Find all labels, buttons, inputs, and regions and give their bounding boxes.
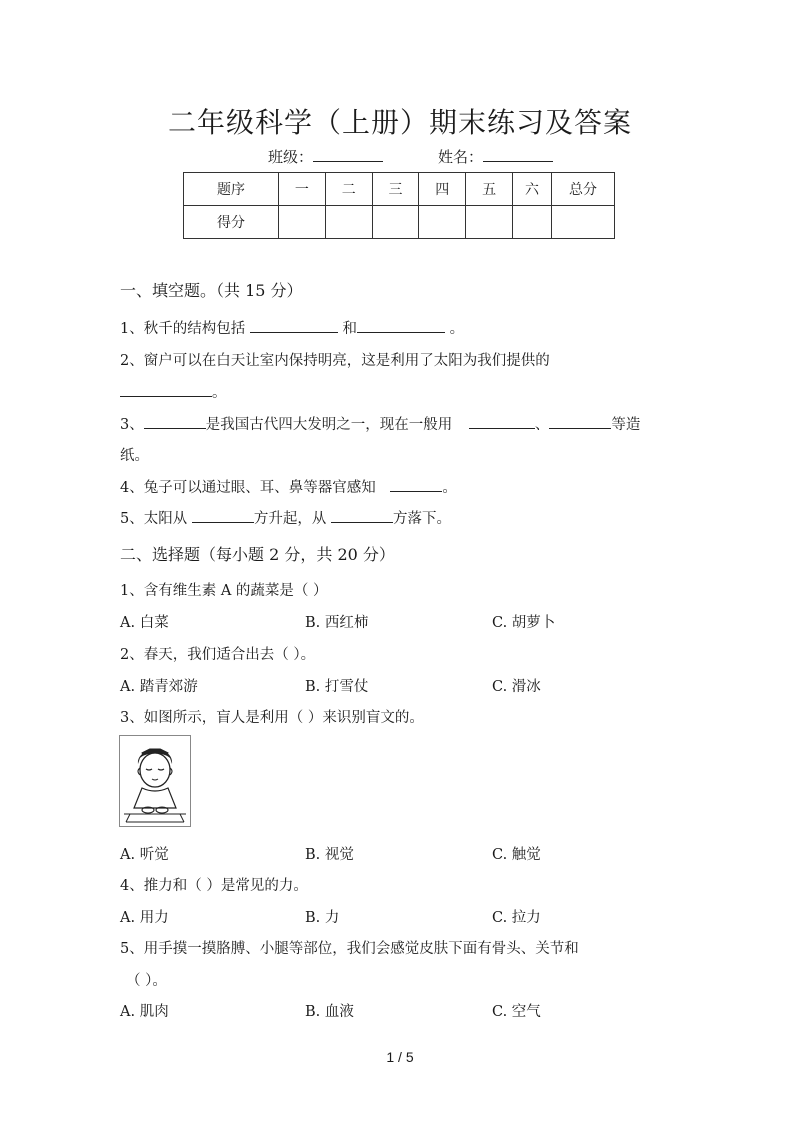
score-cell[interactable] bbox=[419, 206, 466, 239]
table-cell: 题序 bbox=[184, 173, 279, 206]
page-number: 1 / 5 bbox=[386, 1049, 414, 1065]
question-text: 。 bbox=[442, 480, 457, 496]
question-text: 、 bbox=[534, 417, 550, 433]
class-field bbox=[268, 146, 383, 167]
answer-blank[interactable] bbox=[120, 382, 212, 397]
question-text: 1、秋千的结构包括 bbox=[120, 321, 246, 337]
table-cell: 四 bbox=[419, 173, 466, 206]
name-blank[interactable] bbox=[483, 147, 553, 162]
question-2-1: 1、含有维生素 A 的蔬菜是（ ） bbox=[120, 583, 328, 599]
score-cell[interactable] bbox=[372, 206, 419, 239]
option-a[interactable]: A. 用力 bbox=[120, 910, 169, 926]
option-a[interactable]: A. 白菜 bbox=[120, 615, 169, 631]
score-cell[interactable] bbox=[552, 206, 615, 239]
answer-blank[interactable] bbox=[357, 318, 445, 333]
answer-blank[interactable] bbox=[331, 508, 393, 523]
question-1-4 bbox=[120, 476, 457, 497]
question-2-3: 3、如图所示，盲人是利用（ ）来识别盲文的。 bbox=[120, 710, 424, 726]
table-cell: 三 bbox=[372, 173, 419, 206]
question-text: 等造 bbox=[611, 417, 641, 433]
question-1-2: 2、窗户可以在白天让室内保持明亮，这是利用了太阳为我们提供的 bbox=[120, 353, 550, 369]
question-text: 和 bbox=[342, 321, 357, 337]
score-cell[interactable] bbox=[513, 206, 552, 239]
question-2-4: 4、推力和（ ）是常见的力。 bbox=[120, 878, 308, 894]
option-c[interactable]: C. 触觉 bbox=[492, 847, 541, 863]
table-cell: 五 bbox=[466, 173, 513, 206]
question-text: 方升起，从 bbox=[253, 511, 327, 527]
question-2-5-cont: （ ）。 bbox=[126, 973, 167, 989]
option-c[interactable]: C. 拉力 bbox=[492, 910, 541, 926]
question-text: 。 bbox=[449, 321, 465, 337]
question-1-5 bbox=[120, 507, 451, 528]
blind-reader-illustration-icon bbox=[119, 735, 191, 827]
option-b[interactable]: B. 打雪仗 bbox=[305, 679, 369, 695]
option-c[interactable]: C. 胡萝卜 bbox=[492, 615, 556, 631]
question-1-2-cont bbox=[120, 381, 227, 402]
table-row bbox=[184, 206, 615, 239]
table-cell: 二 bbox=[325, 173, 372, 206]
name-field bbox=[438, 146, 553, 167]
question-text: 5、太阳从 bbox=[120, 511, 188, 527]
question-1-3-cont: 纸。 bbox=[120, 448, 149, 464]
question-1-1 bbox=[120, 317, 464, 338]
answer-blank[interactable] bbox=[144, 414, 206, 429]
table-cell: 总分 bbox=[552, 173, 615, 206]
question-1-3 bbox=[120, 413, 640, 434]
table-row bbox=[184, 173, 615, 206]
answer-blank[interactable] bbox=[250, 318, 338, 333]
option-a[interactable]: A. 听觉 bbox=[120, 847, 169, 863]
name-label: 姓名： bbox=[438, 148, 484, 166]
option-b[interactable]: B. 力 bbox=[305, 910, 340, 926]
score-table bbox=[183, 172, 615, 239]
question-2-5: 5、用手摸一摸胳膊、小腿等部位，我们会感觉皮肤下面有骨头、关节和 bbox=[120, 941, 579, 957]
answer-blank[interactable] bbox=[390, 477, 442, 492]
question-text: 。 bbox=[212, 385, 227, 401]
option-b[interactable]: B. 血液 bbox=[305, 1004, 354, 1020]
question-text: 4、兔子可以通过眼、耳、鼻等器官感知 bbox=[120, 480, 376, 496]
section2-heading: 二、选择题（每小题 2 分，共 20 分） bbox=[120, 545, 395, 564]
score-cell[interactable] bbox=[466, 206, 513, 239]
table-cell: 六 bbox=[513, 173, 552, 206]
option-b[interactable]: B. 视觉 bbox=[305, 847, 354, 863]
score-cell[interactable] bbox=[279, 206, 326, 239]
class-label: 班级： bbox=[268, 148, 314, 166]
table-cell: 得分 bbox=[184, 206, 279, 239]
option-a[interactable]: A. 肌肉 bbox=[120, 1004, 169, 1020]
score-cell[interactable] bbox=[325, 206, 372, 239]
option-c[interactable]: C. 滑冰 bbox=[492, 679, 541, 695]
page-title: 二年级科学（上册）期末练习及答案 bbox=[167, 106, 632, 139]
question-2-2: 2、春天，我们适合出去（ ）。 bbox=[120, 647, 316, 663]
answer-blank[interactable] bbox=[192, 508, 254, 523]
question-text: 方落下。 bbox=[392, 511, 451, 527]
question-text: 3、 bbox=[120, 417, 144, 433]
section1-heading: 一、填空题。（共 15 分） bbox=[120, 281, 303, 300]
option-b[interactable]: B. 西红柿 bbox=[305, 615, 369, 631]
answer-blank[interactable] bbox=[549, 414, 611, 429]
class-blank[interactable] bbox=[313, 147, 383, 162]
option-a[interactable]: A. 踏青郊游 bbox=[120, 679, 198, 695]
question-text: 是我国古代四大发明之一，现在一般用 bbox=[205, 417, 453, 433]
answer-blank[interactable] bbox=[469, 414, 535, 429]
table-cell: 一 bbox=[279, 173, 326, 206]
option-c[interactable]: C. 空气 bbox=[492, 1004, 541, 1020]
